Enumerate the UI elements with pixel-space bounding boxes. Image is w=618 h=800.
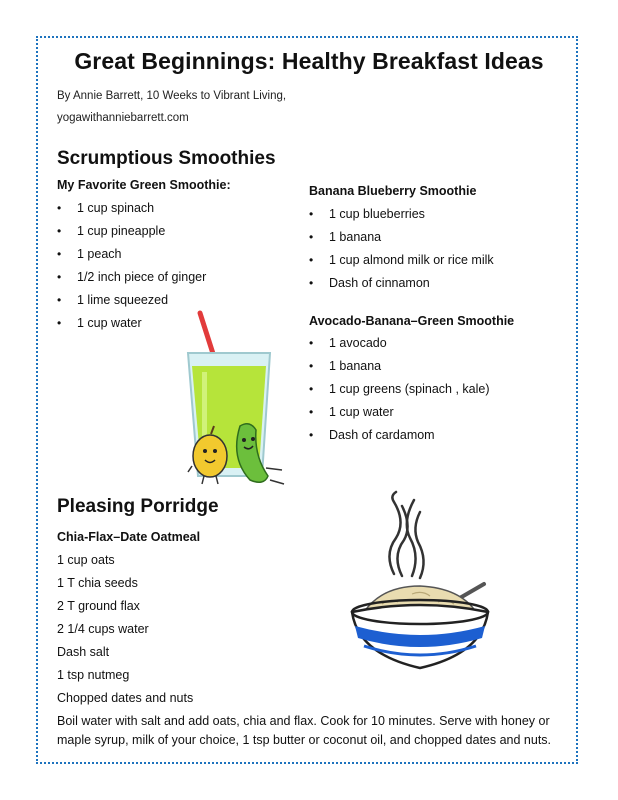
list-item: • 1 cup water [57, 316, 277, 339]
green-smoothie-glass-illustration [178, 308, 290, 488]
list-item: 1 cup oats [57, 553, 115, 567]
list-item: • 1 cup spinach [57, 201, 277, 224]
recipe-title-green-smoothie: My Favorite Green Smoothie: [57, 178, 231, 192]
list-item: • 1 cup almond milk or rice milk [309, 253, 559, 276]
list-item: • Dash of cardamom [309, 428, 559, 451]
list-item: • Dash of cinnamon [309, 276, 559, 299]
recipe-title-avocado-banana: Avocado-Banana–Green Smoothie [309, 314, 515, 328]
list-item: 2 T ground flax [57, 599, 140, 613]
list-item: • 1 cup greens (spinach , kale) [309, 382, 559, 405]
byline-author: By Annie Barrett, 10 Weeks to Vibrant Living, [57, 90, 287, 102]
oatmeal-ingredients [57, 553, 307, 714]
list-item: • 1 banana [309, 230, 559, 253]
smoothies-heading: Scrumptious Smoothies [57, 148, 276, 169]
list-item: Chopped dates and nuts [57, 691, 194, 705]
page-title: Great Beginnings: Healthy Breakfast Ideas [74, 48, 544, 74]
bowl-icon [352, 600, 488, 668]
list-item: • 1 cup pineapple [57, 224, 277, 247]
list-item: • 1/2 inch piece of ginger [57, 270, 277, 293]
byline-website[interactable]: yogawithanniebarrett.com [57, 112, 189, 124]
oatmeal-instructions: Boil water with salt and add oats, chia and flax. Cook for 10 minutes. Serve with honey or maple syrup, milk of your choice, 1 tsp butter or coconut oil, and chopped dates and nuts. [57, 714, 552, 747]
list-item: 1 T chia seeds [57, 576, 138, 590]
list-item: • 1 cup water [309, 405, 559, 428]
list-item: • 1 lime squeezed [57, 293, 277, 316]
list-item: 2 1/4 cups water [57, 622, 149, 636]
porridge-heading: Pleasing Porridge [57, 496, 219, 517]
recipe-title-banana-blueberry: Banana Blueberry Smoothie [309, 184, 477, 198]
recipe-title-oatmeal: Chia-Flax–Date Oatmeal [57, 530, 201, 544]
avocado-banana-ingredients [309, 336, 559, 451]
list-item: 1 tsp nutmeg [57, 668, 130, 682]
list-item: • 1 banana [309, 359, 559, 382]
steaming-porridge-bowl-illustration [342, 486, 496, 678]
list-item: Dash salt [57, 645, 110, 659]
banana-blueberry-ingredients [309, 207, 559, 299]
list-item: • 1 cup blueberries [309, 207, 559, 230]
list-item: • 1 avocado [309, 336, 559, 359]
steam-icon [389, 492, 423, 578]
list-item: • 1 peach [57, 247, 277, 270]
